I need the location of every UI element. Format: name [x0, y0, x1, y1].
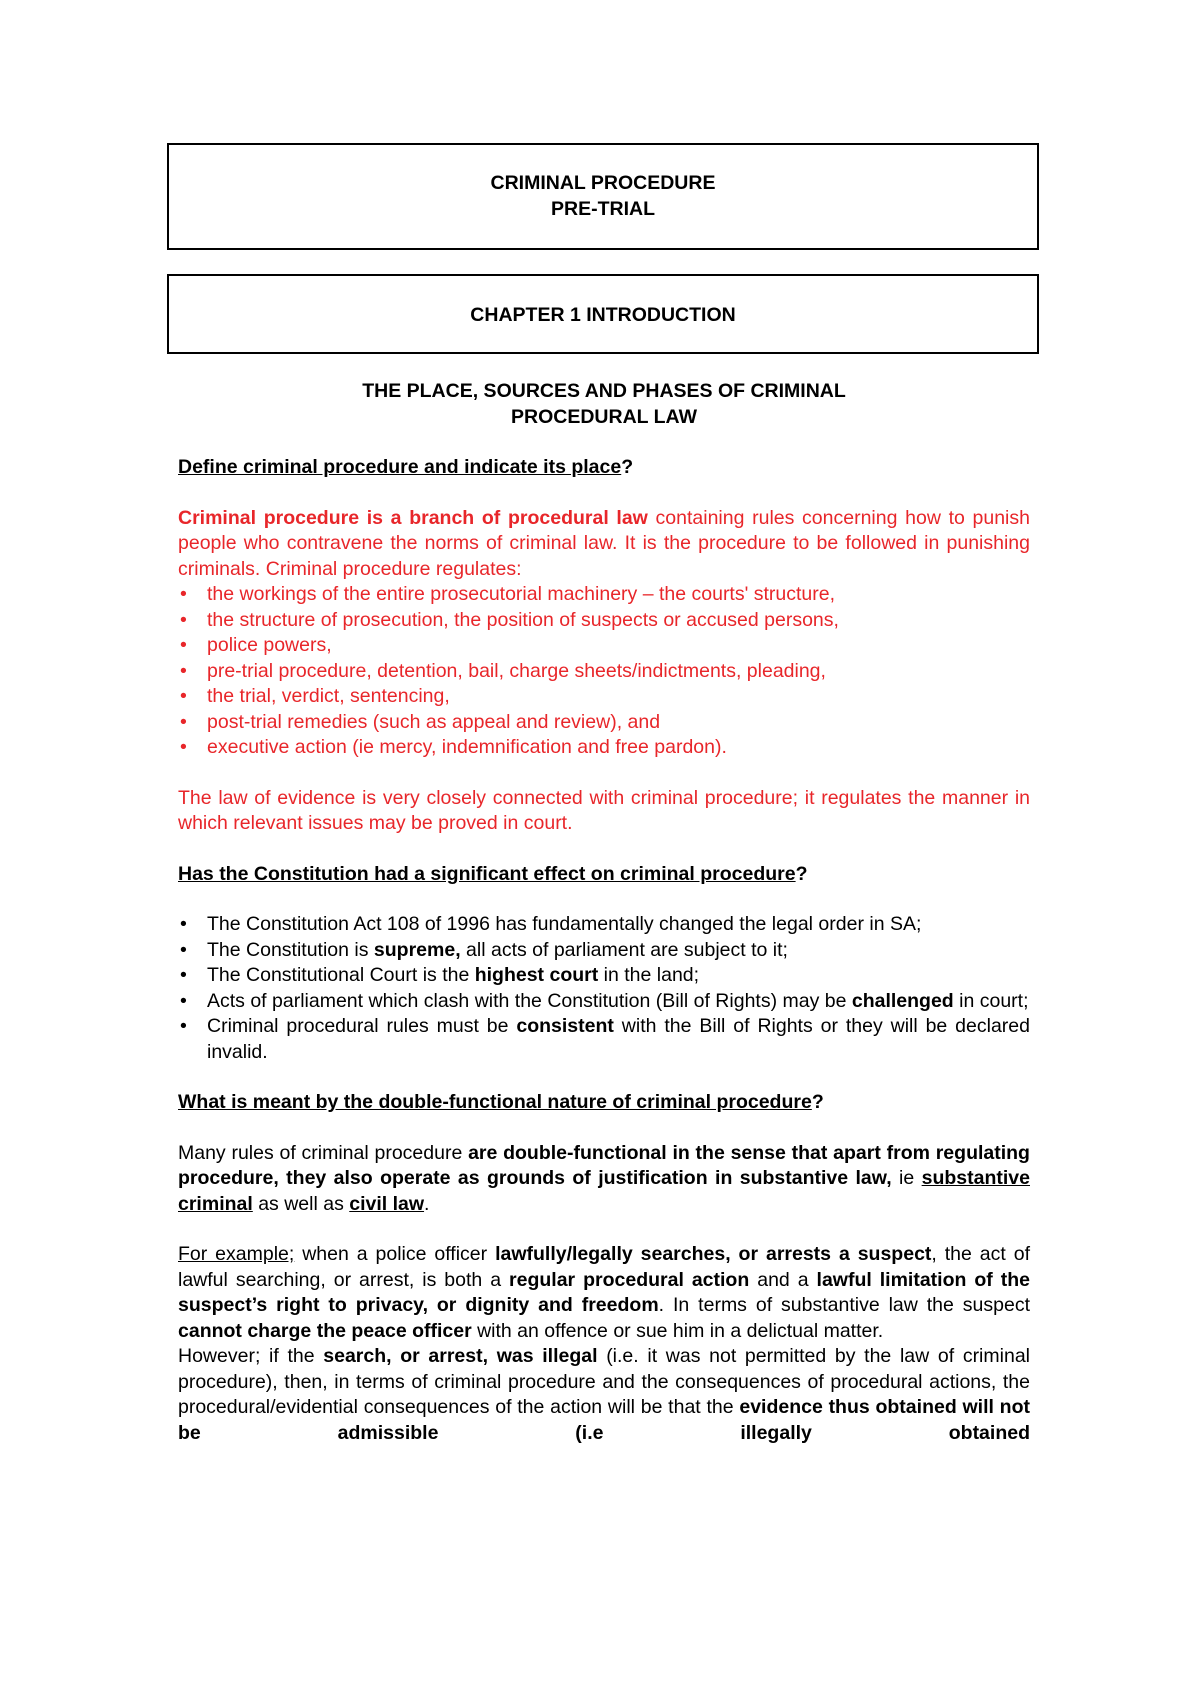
list-item: • the structure of prosecution, the position of suspects or accused persons, — [178, 608, 1030, 634]
evidence-paragraph: The law of evidence is very closely connected with criminal procedure; it regulates the manner in which relevant issues may be proved in court. — [178, 786, 1030, 834]
question-1-heading — [178, 455, 1030, 481]
bullet-icon: • — [180, 913, 187, 935]
document-title-box — [167, 143, 1039, 250]
section-title-line2: PROCEDURAL LAW — [511, 405, 697, 428]
list-item: • The Constitutional Court is the highest court in the land; — [178, 963, 1030, 989]
question-2-mark: ? — [795, 862, 808, 885]
section-title-line1: THE PLACE, SOURCES AND PHASES OF CRIMINAL — [362, 380, 846, 402]
list-item: • Criminal procedural rules must be consistent with the Bill of Rights or they will be declared invalid. — [180, 1015, 1030, 1063]
illegal-search-paragraph: However; if the search, or arrest, was illegal (i.e. it was not permitted by the law of criminal procedure), then, in terms of criminal procedure and the consequences of procedural actions, the procedural/evidential consequences of the action will be that the evidence thus obtained will not be admissible (i.e illegally obtained — [178, 1345, 1030, 1444]
question-2-heading — [178, 862, 1030, 888]
document-title: CRIMINAL PROCEDURE — [490, 172, 716, 194]
question-1-mark: ? — [621, 456, 634, 478]
question-3-text: What is meant by the double-functional nature of criminal procedure — [178, 1091, 812, 1113]
list-item: • The Constitution Act 108 of 1996 has fundamentally changed the legal order in SA; — [178, 912, 1030, 938]
list-item: • executive action (ie mercy, indemnification and free pardon). — [178, 735, 1030, 761]
definition-paragraph — [178, 506, 1030, 583]
bullet-icon: • — [180, 685, 187, 707]
bullet-icon: • — [180, 608, 187, 631]
list-item: • the trial, verdict, sentencing, — [178, 684, 1030, 710]
definition-rest: containing rules concerning how to punish people who contravene the norms of criminal law. It is the procedure to be followed in punishing criminals. Criminal procedure regulates: — [178, 506, 1030, 580]
question-3-heading — [178, 1090, 1030, 1116]
question-1-text: Define criminal procedure and indicate its place — [178, 456, 622, 478]
list-item: • pre-trial procedure, detention, bail, charge sheets/indictments, pleading, — [178, 659, 1030, 685]
bullet-icon: • — [180, 938, 187, 961]
bullet-icon: • — [180, 710, 187, 733]
bullet-icon: • — [180, 583, 187, 605]
document-body — [178, 379, 1030, 1446]
bullet-icon: • — [180, 964, 187, 986]
list-item: • the workings of the entire prosecutorial machinery – the courts' structure, — [178, 582, 1030, 608]
list-item: • The Constitution is supreme, all acts of parliament are subject to it; — [178, 938, 1030, 964]
example-label: For example; — [178, 1243, 295, 1265]
example-paragraph: For example; when a police officer lawfully/legally searches, or arrests a suspect, the act of lawful searching, or arrest, is both a regular procedural action and a lawful limitation of the suspect’s right to privacy, or dignity and freedom. In terms of substantive law the suspect cannot charge the peace officer with an offence or sue him in a delictual matter. — [178, 1243, 1030, 1342]
bullet-icon: • — [180, 989, 187, 1012]
question-2-text: Has the Constitution had a significant effect on criminal procedure — [178, 862, 796, 885]
bullet-icon: • — [180, 634, 187, 656]
list-item: • Acts of parliament which clash with the Constitution (Bill of Rights) may be challenged in court; — [178, 989, 1030, 1015]
document-subtitle: PRE-TRIAL — [551, 197, 655, 220]
chapter-title-box — [167, 274, 1039, 354]
chapter-title: CHAPTER 1 INTRODUCTION — [470, 304, 736, 326]
bullet-icon: • — [180, 736, 187, 758]
constitution-list — [178, 912, 1030, 1065]
question-3-mark: ? — [811, 1091, 824, 1113]
definition-bold: Criminal procedure is a branch of procedural law — [178, 506, 648, 529]
bullet-icon: • — [180, 1015, 187, 1037]
section-title — [178, 379, 1030, 430]
double-functional-paragraph: Many rules of criminal procedure are double-functional in the sense that apart from regulating procedure, they also operate as grounds of justification in substantive law, ie substantive criminal as well as civil law. — [178, 1141, 1030, 1215]
list-item: • police powers, — [178, 633, 1030, 659]
list-item: • post-trial remedies (such as appeal and review), and — [178, 710, 1030, 736]
regulates-list — [178, 582, 1030, 761]
bullet-icon: • — [180, 659, 187, 682]
